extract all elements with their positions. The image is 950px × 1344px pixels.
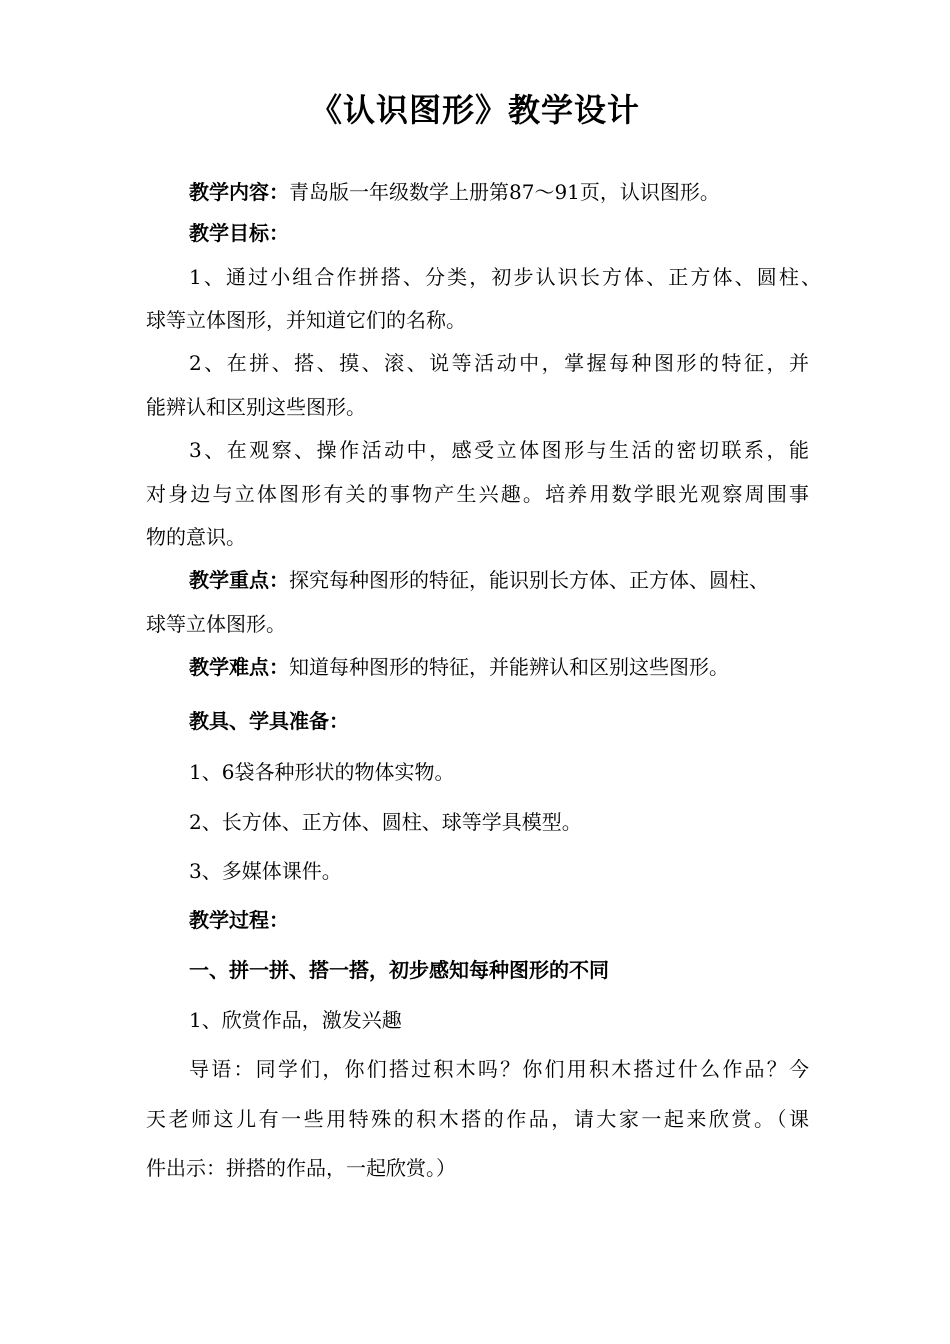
goal1-line2: 球等立体图形，并知道它们的名称。 [146,308,466,332]
process-heading: 教学过程： [189,908,289,932]
teaching-content-text: 青岛版一年级数学上册第87～91页，认识图形。 [289,180,720,204]
teaching-content-line [189,178,869,206]
key-point-line2: 球等立体图形。 [146,612,286,636]
prep-item-1: 1、6袋各种形状的物体实物。 [189,760,455,784]
goal3-line2: 对身边与立体图形有关的事物产生兴趣。培养用数学眼光观察周围事 [146,482,809,506]
document-title: 《认识图形》教学设计 [309,91,640,129]
key-point-text: 探究每种图形的特征，能识别长方体、正方体、圆柱、 [289,568,769,592]
goal3-line3: 物的意识。 [146,525,246,549]
key-point-line [189,566,821,594]
goal2-line1: 2、在拼、搭、摸、滚、说等活动中，掌握每种图形的特征，并 [189,351,809,375]
difficulty-label: 教学难点： [189,655,289,679]
prep-heading: 教具、学具准备： [189,709,349,733]
section1-heading: 一、拼一拼、搭一搭，初步感知每种图形的不同 [189,958,609,982]
intro-line1: 导语：同学们，你们搭过积木吗？你们用积木搭过什么作品？今 [189,1057,809,1081]
goals-heading: 教学目标： [189,221,289,245]
goal3-line1: 3、在观察、操作活动中，感受立体图形与生活的密切联系，能 [189,438,809,462]
difficulty-text: 知道每种图形的特征，并能辨认和区别这些图形。 [289,655,729,679]
intro-line3: 件出示：拼搭的作品，一起欣赏。） [146,1156,456,1180]
step1-heading: 1、欣赏作品，激发兴趣 [189,1008,402,1032]
goal1-line1: 1、通过小组合作拼搭、分类，初步认识长方体、正方体、圆柱、 [189,265,821,289]
prep-item-3: 3、多媒体课件。 [189,859,342,883]
intro-line2: 天老师这儿有一些用特殊的积木搭的作品，请大家一起来欣赏。（课 [146,1107,809,1131]
difficulty-line [189,653,869,681]
teaching-content-label: 教学内容： [189,180,289,204]
key-point-label: 教学重点： [189,568,289,592]
prep-item-2: 2、长方体、正方体、圆柱、球等学具模型。 [189,810,582,834]
goal2-line2: 能辨认和区别这些图形。 [146,395,366,419]
